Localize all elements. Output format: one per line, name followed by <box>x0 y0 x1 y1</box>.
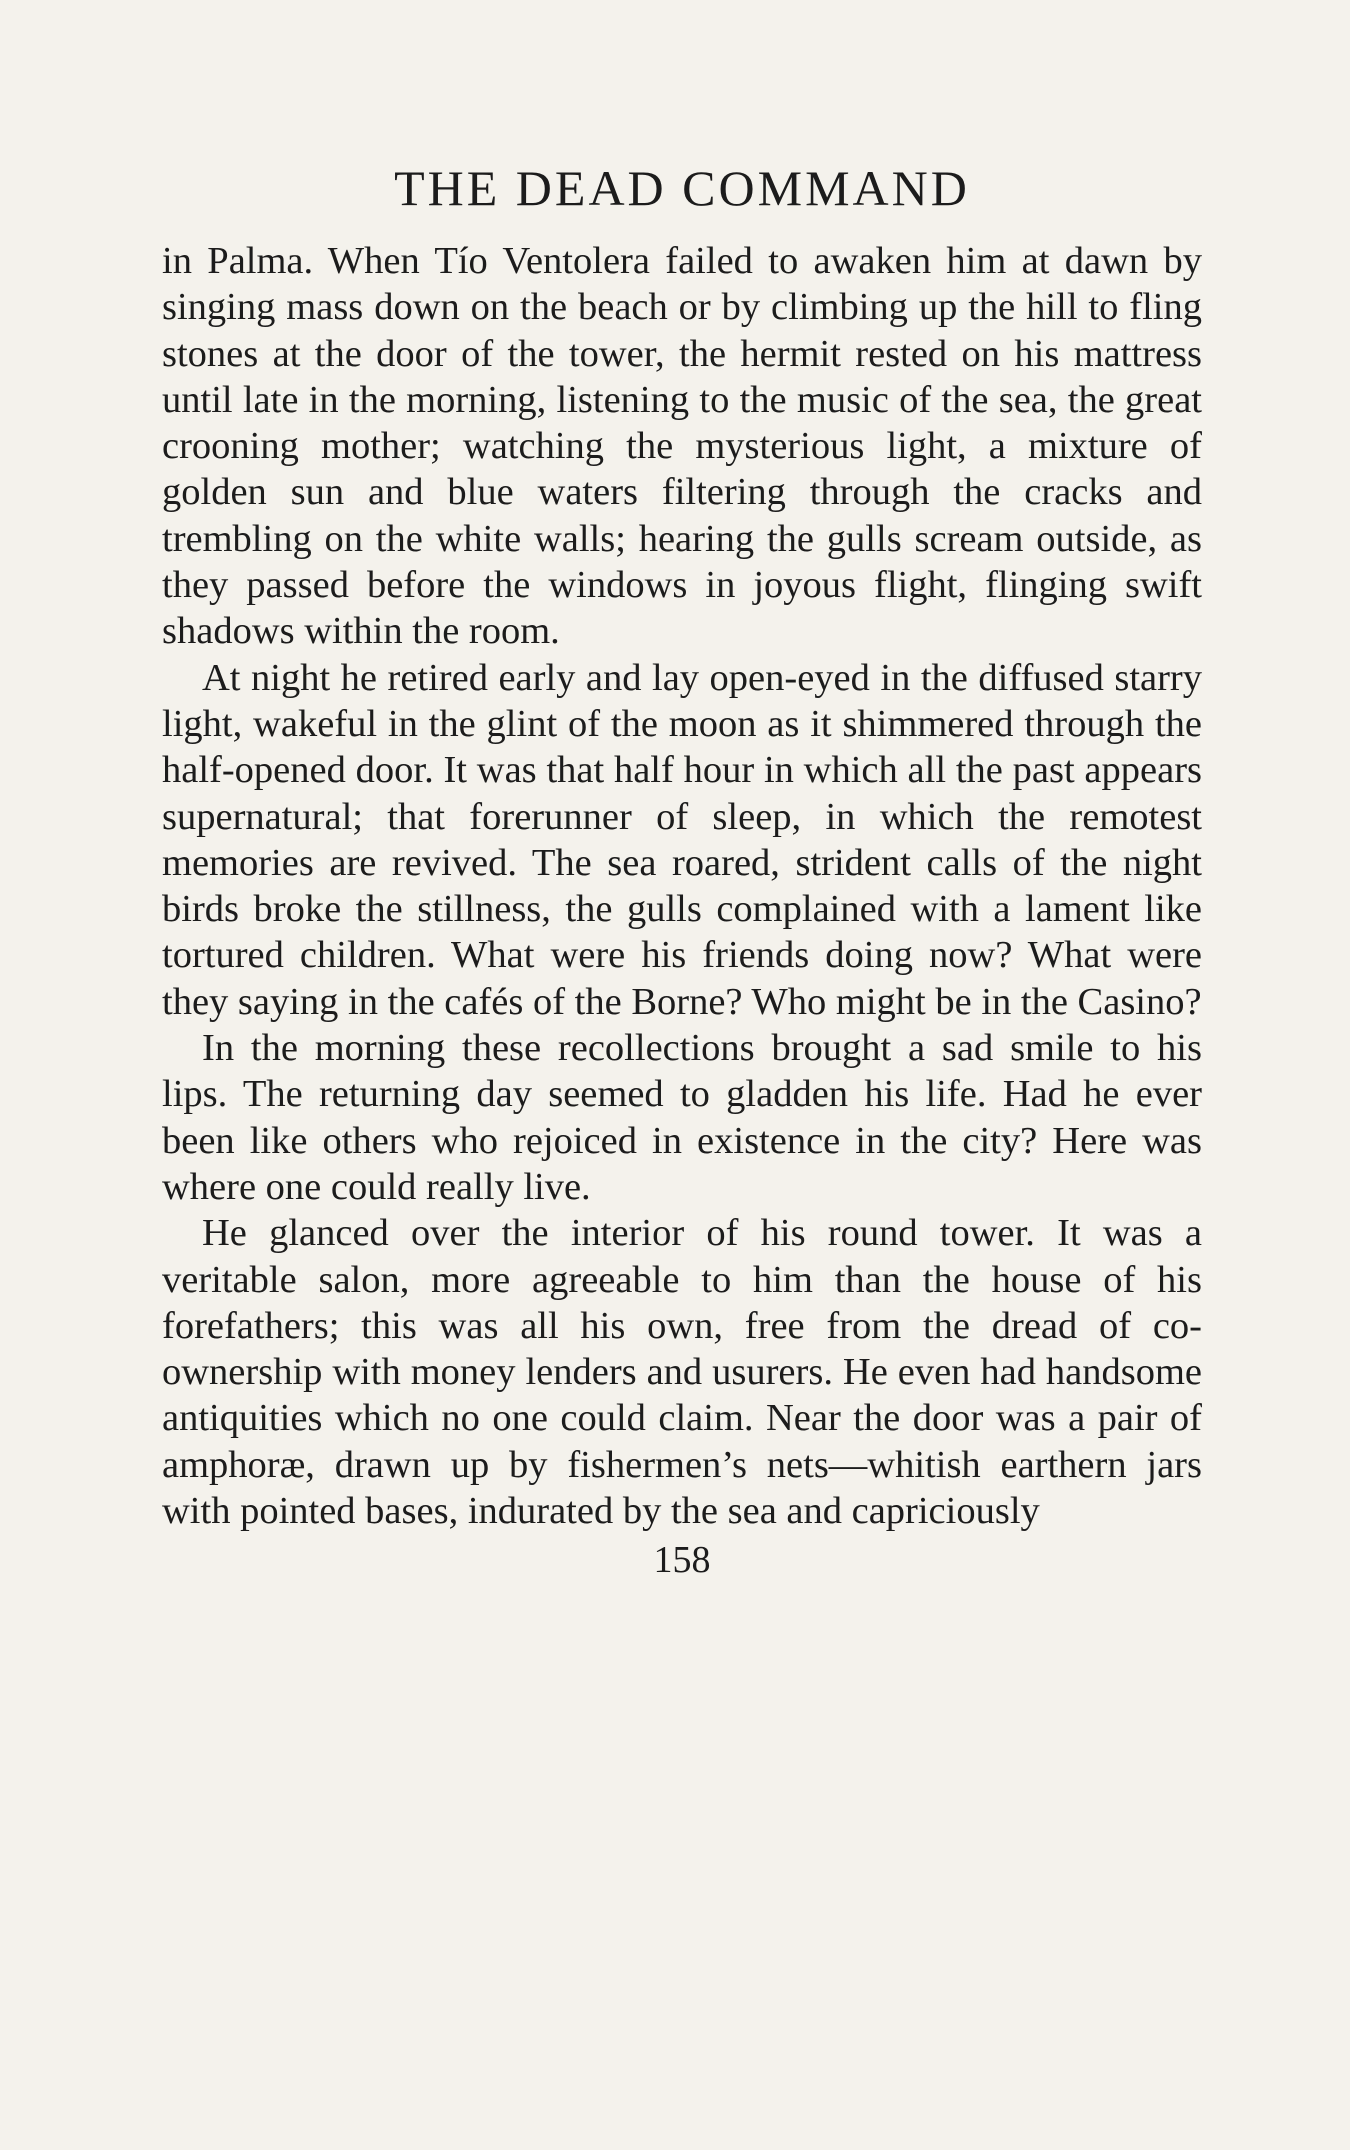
paragraph-tower: He glanced over the interior of his round tower. It was a veritable salon, more agreeable to him than the house of his forefathers; this was all his own, free from the dread of co-ownership with money lenders and usurers. He even had handsome antiquities which no one could claim. Near the door was a pair of amphoræ, drawn up by fishermen’s nets—whitish earthern jars with pointed bases, indurated by the sea and capriciously <box>162 1212 1202 1533</box>
paragraph-night: At night he retired early and lay open-eyed in the diffused starry light, wakeful in the glint of the moon as it shimmered through the half-opened door. It was that half hour in which all the past appears supernatural; that forerunner of sleep, in which the remotest memories are revived. The sea roared, strident calls of the night birds broke the stillness, the gulls complained with a lament like tortured children. What were his friends doing now? What were they saying in the cafés of the Borne? Who might be in the Casino? <box>162 656 1202 1023</box>
body-text <box>162 238 1202 1534</box>
book-page <box>162 160 1202 1582</box>
running-title: THE DEAD COMMAND <box>394 160 970 216</box>
paragraph-continued: in Palma. When Tío Ventolera failed to awaken him at dawn by singing mass down on the beach or by climbing up the hill to fling stones at the door of the tower, the hermit rested on his mattress until late in the morning, listening to the music of the sea, the great crooning mother; watching the mysterious light, a mixture of golden sun and blue waters filtering through the cracks and trembling on the white walls; hearing the gulls scream outside, as they passed before the windows in joyous flight, flinging swift shadows within the room. <box>162 240 1202 653</box>
page-number: 158 <box>653 1539 711 1582</box>
paragraph-morning: In the morning these recollections brought a sad smile to his lips. The returning day seemed to gladden his life. Had he ever been like others who rejoiced in existence in the city? Here was where one could really live. <box>162 1027 1202 1208</box>
